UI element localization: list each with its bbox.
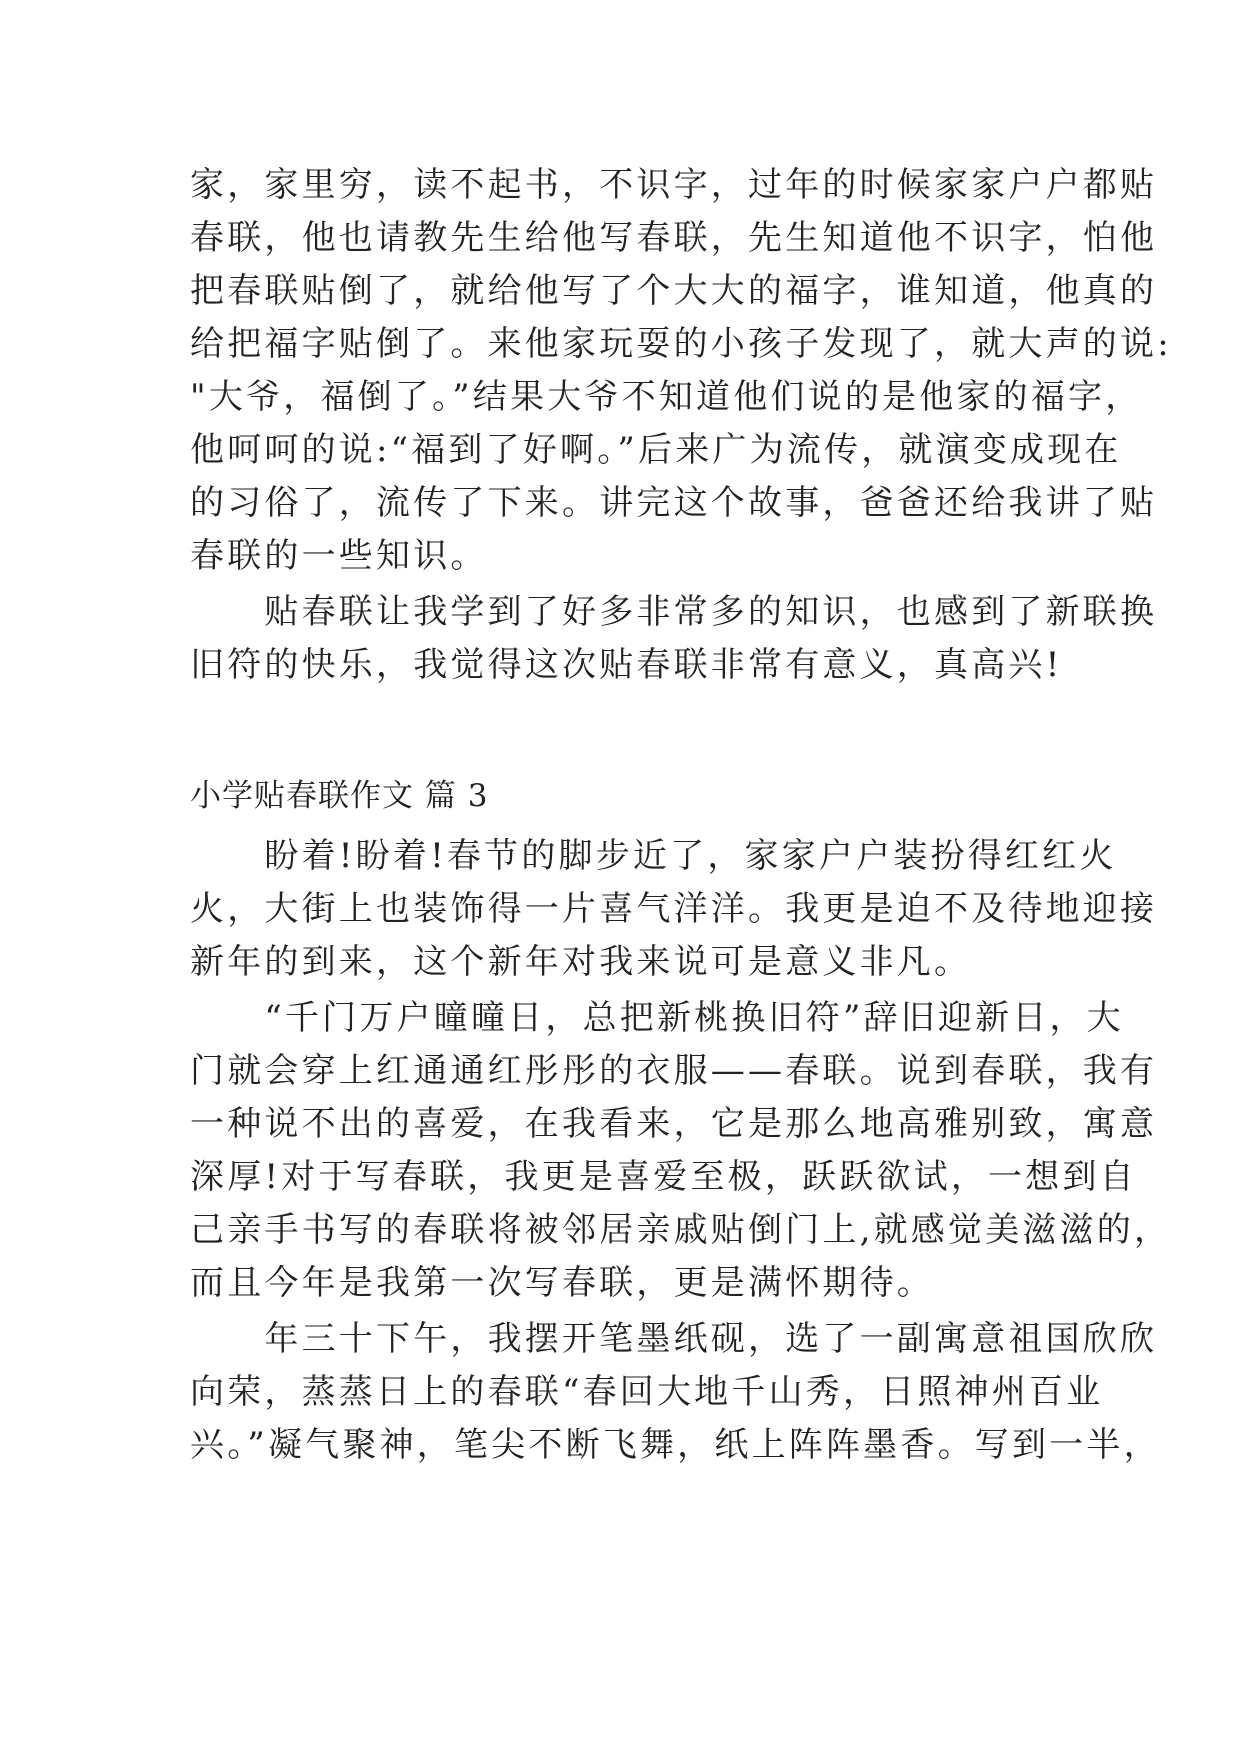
text-line: 把春联贴倒了，就给他写了个大大的福字，谁知道，他真的 [190,271,1158,311]
text-line: 己亲手书写的春联将被邻居亲戚贴倒门上,就感觉美滋滋的， [190,1210,1172,1250]
text-line: "大爷，福倒了。”结果大爷不知道他们说的是他家的福字， [190,377,1143,417]
text-line: 兴。”凝气聚神，笔尖不断飞舞，纸上阵阵墨香。写到一半， [190,1425,1161,1465]
text-line: 的习俗了，流传了下来。讲完这个故事，爸爸还给我讲了贴 [190,483,1158,523]
text-line: 火，大街上也装饰得一片喜气洋洋。我更是迫不及待地迎接 [190,889,1158,929]
text-line: 家，家里穷，读不起书，不识字，过年的时候家家户户都贴 [190,165,1158,205]
text-line: 春联，他也请教先生给他写春联，先生知道他不识字，怕他 [190,218,1158,258]
section-heading: 小学贴春联作文 篇 3 [190,778,489,814]
text-line: 给把福字贴倒了。来他家玩耍的小孩子发现了，就大声的说: [190,324,1172,364]
text-line: 旧符的快乐，我觉得这次贴春联非常有意义，真高兴! [190,645,1063,685]
text-line: 贴春联让我学到了好多非常多的知识，也感到了新联换 [190,592,1158,632]
text-line: 而且今年是我第一次写春联，更是满怀期待。 [190,1263,934,1303]
text-line: 年三十下午，我摆开笔墨纸砚，选了一副寓意祖国欣欣 [190,1319,1158,1359]
text-line: 春联的一些知识。 [190,536,488,576]
text-line: 门就会穿上红通通红彤彤的衣服——春联。说到春联，我有 [190,1051,1158,1091]
text-line: “千门万户曈曈日，总把新桃换旧符”辞旧迎新日，大 [190,998,1124,1038]
text-line: 向荣，蒸蒸日上的春联“春回大地千山秀，日照神州百业 [190,1372,1104,1412]
text-line: 一种说不出的喜爱，在我看来，它是那么地高雅别致，寓意 [190,1104,1158,1144]
text-line: 他呵呵的说:“福到了好啊。”后来广为流传，就演变成现在 [190,430,1122,470]
text-line: 深厚!对于写春联，我更是喜爱至极，跃跃欲试，一想到自 [190,1157,1137,1197]
text-line: 新年的到来，这个新年对我来说可是意义非凡。 [190,942,972,982]
text-line: 盼着!盼着!春节的脚步近了，家家户户装扮得红红火 [190,836,1117,876]
